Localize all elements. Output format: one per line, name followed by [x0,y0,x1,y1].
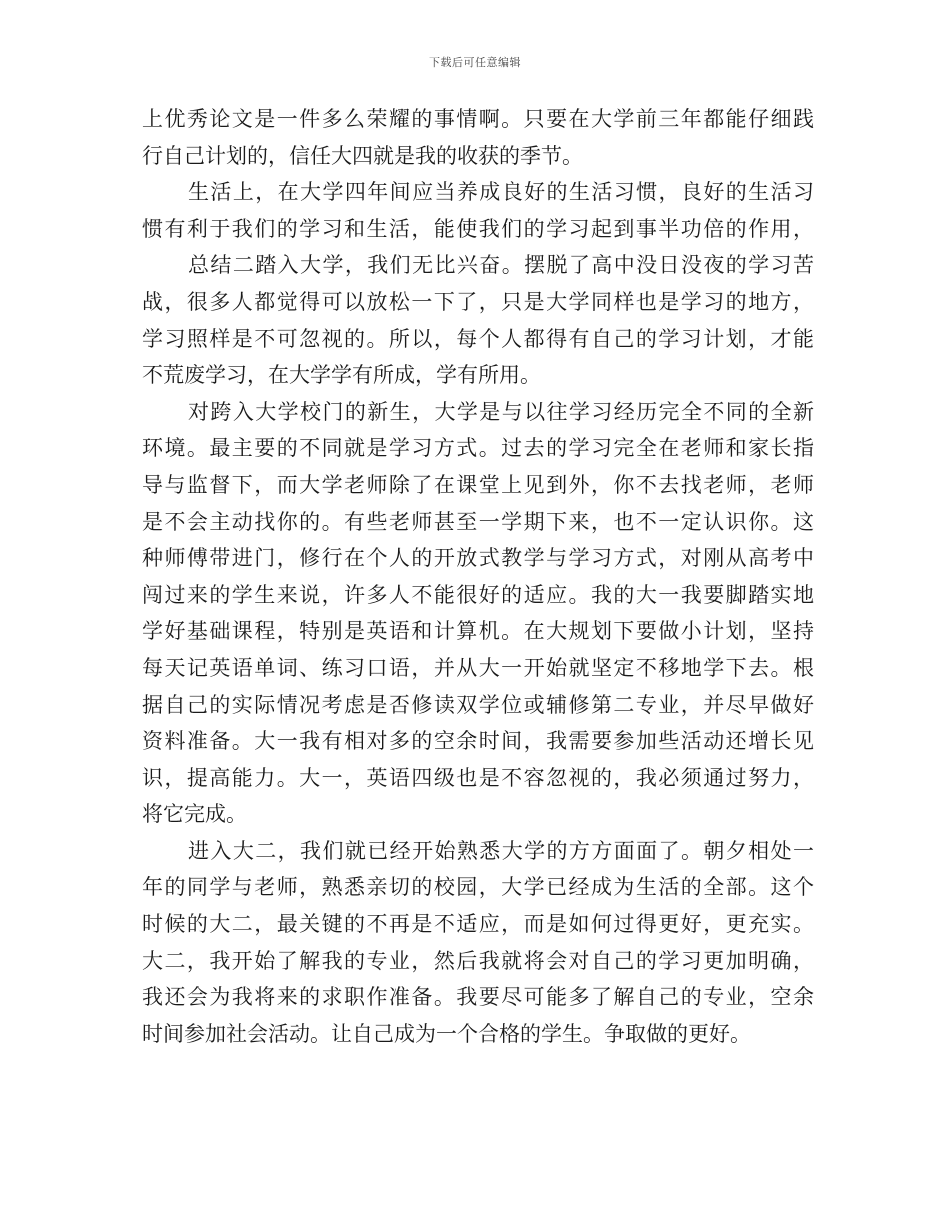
text-line: 年的同学与老师，熟悉亲切的校园，大学已经成为生活的全部。这个 [142,875,814,900]
text-line: 时候的大二，最关键的不再是不适应，而是如何过得更好，更充实。 [142,912,814,937]
text-line: 识，提高能力。大一，英语四级也是不容忽视的，我必须通过努力， [142,765,814,790]
document-body [142,101,814,1052]
text-line: 我还会为我将来的求职作准备。我要尽可能多了解自己的专业，空余 [142,985,814,1010]
text-line: 惯有利于我们的学习和生活，能使我们的学习起到事半功倍的作用， [142,216,814,241]
text-line: 战，很多人都觉得可以放松一下了，只是大学同样也是学习的地方， [142,289,814,314]
text-line: 对跨入大学校门的新生，大学是与以往学习经历完全不同的全新 [188,399,814,424]
text-line: 每天记英语单词、练习口语，并从大一开始就坚定不移地学下去。根 [142,655,814,680]
text-line: 据自己的实际情况考虑是否修读双学位或辅修第二专业，并尽早做好 [142,692,814,717]
text-line: 是不会主动找你的。有些老师甚至一学期下来，也不一定认识你。这 [142,509,814,534]
text-line: 环境。最主要的不同就是学习方式。过去的学习完全在老师和家长指 [142,436,814,461]
text-line: 闯过来的学生来说，许多人不能很好的适应。我的大一我要脚踏实地 [142,582,814,607]
text-line: 种师傅带进门，修行在个人的开放式教学与学习方式，对刚从高考中 [142,546,814,571]
text-line: 行自己计划的，信任大四就是我的收获的季节。 [142,143,583,168]
text-line: 大二，我开始了解我的专业，然后我就将会对自己的学习更加明确， [142,948,814,973]
text-line: 进入大二，我们就已经开始熟悉大学的方方面面了。朝夕相处一 [188,838,814,863]
text-line: 生活上，在大学四年间应当养成良好的生活习惯，良好的生活习 [188,180,814,205]
text-line: 导与监督下，而大学老师除了在课堂上见到外，你不去找老师，老师 [142,472,814,497]
text-line: 学好基础课程，特别是英语和计算机。在大规划下要做小计划，坚持 [142,619,814,644]
text-line: 学习照样是不可忽视的。所以，每个人都得有自己的学习计划，才能 [142,326,814,351]
page-header: 下载后可任意编辑 [429,56,521,69]
text-line: 不荒废学习，在大学学有所成，学有所用。 [142,363,541,388]
text-line: 上优秀论文是一件多么荣耀的事情啊。只要在大学前三年都能仔细践 [142,107,814,131]
text-line: 时间参加社会活动。让自己成为一个合格的学生。争取做的更好。 [142,1021,751,1046]
text-line: 资料准备。大一我有相对多的空余时间，我需要参加些活动还增长见 [142,729,814,754]
text-line: 总结二踏入大学，我们无比兴奋。摆脱了高中没日没夜的学习苦 [188,253,814,278]
text-line: 将它完成。 [142,802,247,827]
